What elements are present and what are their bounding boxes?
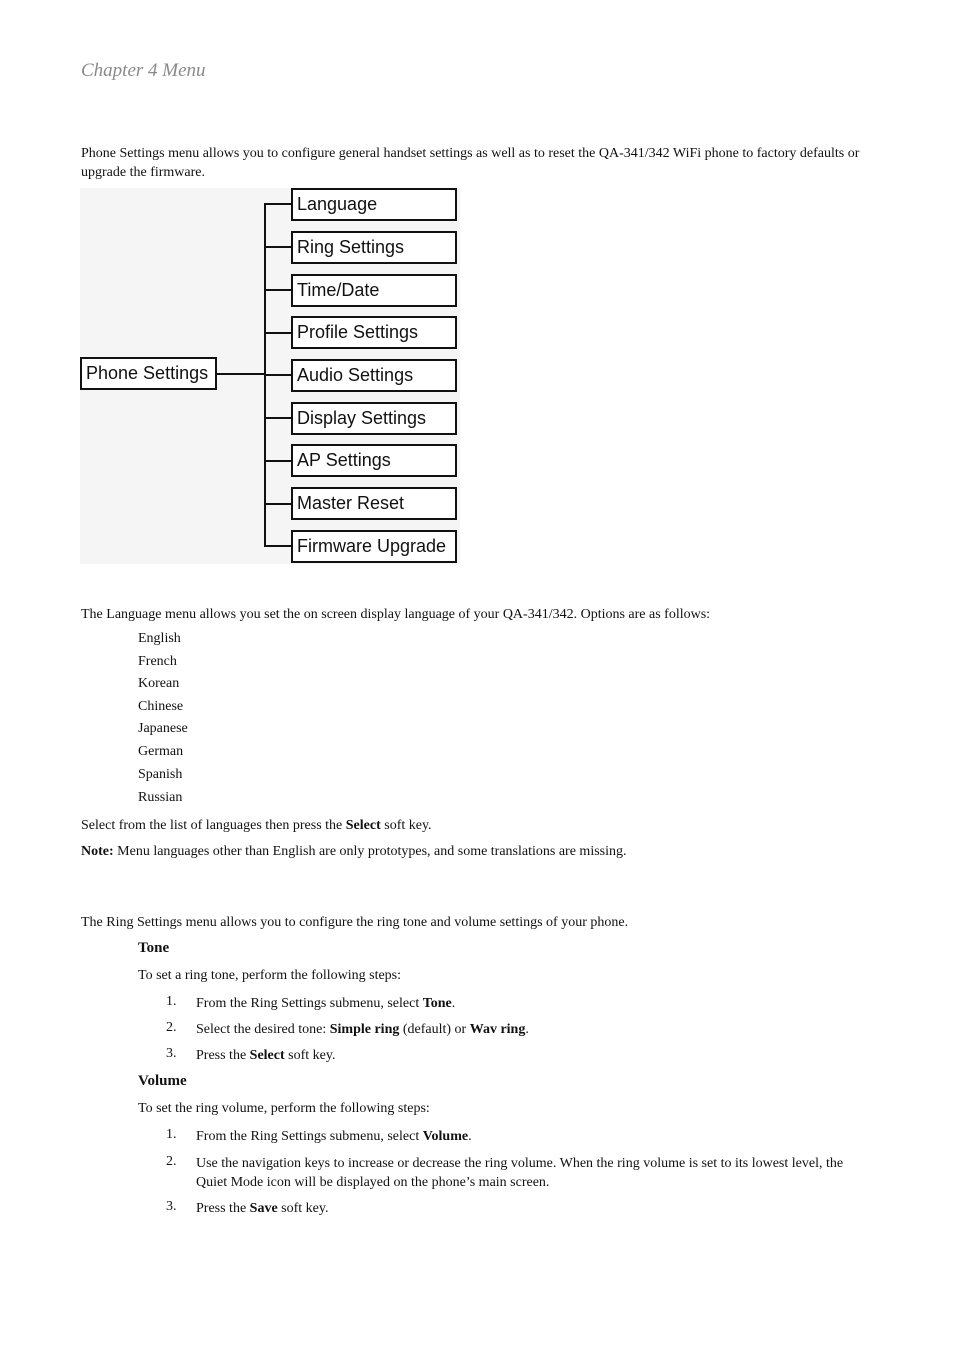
diagram-branch [264,545,292,547]
step-number: 3. [166,1199,177,1214]
language-option: Japanese [138,721,188,736]
tone-step: From the Ring Settings submenu, select Tone. [196,996,456,1011]
diagram-branch [264,332,292,334]
language-option: Chinese [138,699,184,714]
diagram-branch [264,246,292,248]
volume-intro: To set the ring volume, perform the following steps: [138,1101,430,1116]
diagram-child-box: AP Settings [291,444,457,477]
language-option: French [138,654,177,669]
language-option: English [138,631,181,646]
diagram-child-box: Ring Settings [291,231,457,264]
language-note: Note: Menu languages other than English are only prototypes, and some translations are missing. [81,844,627,859]
step-number: 3. [166,1046,177,1061]
diagram-child-box: Time/Date [291,274,457,307]
diagram-branch [264,460,292,462]
volume-heading: Volume [138,1073,187,1089]
tone-heading: Tone [138,940,170,956]
diagram-child-box: Language [291,188,457,221]
step-number: 1. [166,1127,177,1142]
step-number: 2. [166,1020,177,1035]
diagram-child-box: Master Reset [291,487,457,520]
diagram-connector [217,373,265,375]
ring-settings-intro: The Ring Settings menu allows you to configure the ring tone and volume settings of your phone. [81,915,629,930]
step-number: 1. [166,994,177,1009]
intro-paragraph: Phone Settings menu allows you to configure general handset settings as well as to reset the QA-341/342 WiFi phone to factory defaults or upgrade the firmware. [81,146,860,180]
diagram-branch [264,503,292,505]
volume-step: Press the Save soft key. [196,1201,329,1216]
diagram-branch [264,289,292,291]
diagram-branch [264,417,292,419]
diagram-branch [264,203,292,205]
tone-step: Press the Select soft key. [196,1048,336,1063]
volume-step: From the Ring Settings submenu, select Volume. [196,1129,472,1144]
language-option: German [138,744,184,759]
diagram-child-box: Audio Settings [291,359,457,392]
diagram-branch [264,374,292,376]
tone-intro: To set a ring tone, perform the following steps: [138,968,402,983]
diagram-child-box: Profile Settings [291,316,457,349]
select-instruction: Select from the list of languages then press the Select soft key. [81,818,432,833]
language-option: Russian [138,790,183,805]
diagram-root-box: Phone Settings [80,357,217,390]
volume-step: Use the navigation keys to increase or decrease the ring volume. When the ring volume is set to its lowest level, the Quiet Mode icon will be displayed on the phone’s main screen. [196,1156,844,1190]
tone-step: Select the desired tone: Simple ring (default) or Wav ring. [196,1022,529,1037]
language-option: Korean [138,676,180,691]
diagram-child-box: Firmware Upgrade [291,530,457,563]
chapter-title: Chapter 4 Menu [81,60,206,81]
diagram-child-box: Display Settings [291,402,457,435]
language-option: Spanish [138,767,183,782]
step-number: 2. [166,1154,177,1169]
language-intro: The Language menu allows you set the on screen display language of your QA-341/342. Options are as follows: [81,607,711,622]
